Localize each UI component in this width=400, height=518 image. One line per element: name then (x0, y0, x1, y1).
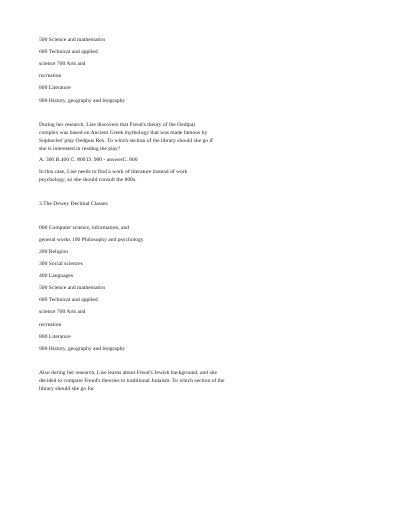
list2-item: recreation (39, 322, 62, 328)
list1-item: recreation (39, 73, 62, 79)
answer-options: A. 300 B.400 C. 800 D. 900 - answerC. 800 (39, 157, 138, 163)
list2-item: 200 Religion (39, 249, 69, 255)
list1-item: 800 Literature (39, 85, 71, 91)
question1-line: she is interested in reading the play? (39, 146, 121, 152)
list1-item: 500 Science and mathematics (39, 37, 106, 43)
explanation-line: psychology, so she should consult the 800s. (39, 177, 137, 183)
question1-line: complex was based on Ancient Greek mythology that was made famous by (39, 130, 208, 136)
section-heading: 3.The Dewey Decimal Classes (39, 201, 108, 207)
list2-item: 000 Computer science, information, and (39, 225, 130, 231)
question1-line: During her research, Lise discovers that Freud's theory of the Oedipal (39, 122, 195, 128)
list2-item: 600 Technical and applied (39, 297, 98, 303)
list2-item: 800 Literature (39, 334, 71, 340)
list2-item: general works 100 Philosophy and psychology (39, 237, 144, 243)
explanation-line: In this case, Lise needs to find a work of literature instead of work (39, 169, 188, 175)
question2-line: Also during her research, Lise learns about Freud's Jewish background, and she (39, 370, 217, 376)
list2-item: science 700 Arts and (39, 309, 86, 315)
question1-line: Sophocles' play Oedipus Rex. To which section of the library should she go if (39, 138, 213, 144)
list1-item: 600 Technical and applied (39, 49, 98, 55)
list2-item: 900 History, geography and biography (39, 346, 126, 352)
question2-line: decided to compare Freud's theories to traditional Judaism. To which section of the (39, 378, 225, 384)
list2-item: 300 Social sciences (39, 261, 83, 267)
list2-item: 500 Science and mathematics (39, 285, 106, 291)
list2-item: 400 Languages (39, 273, 74, 279)
question2-line: library should she go for (39, 386, 94, 392)
list1-item: 900 History, geography and biography (39, 98, 126, 104)
list1-item: science 700 Arts and (39, 61, 86, 67)
